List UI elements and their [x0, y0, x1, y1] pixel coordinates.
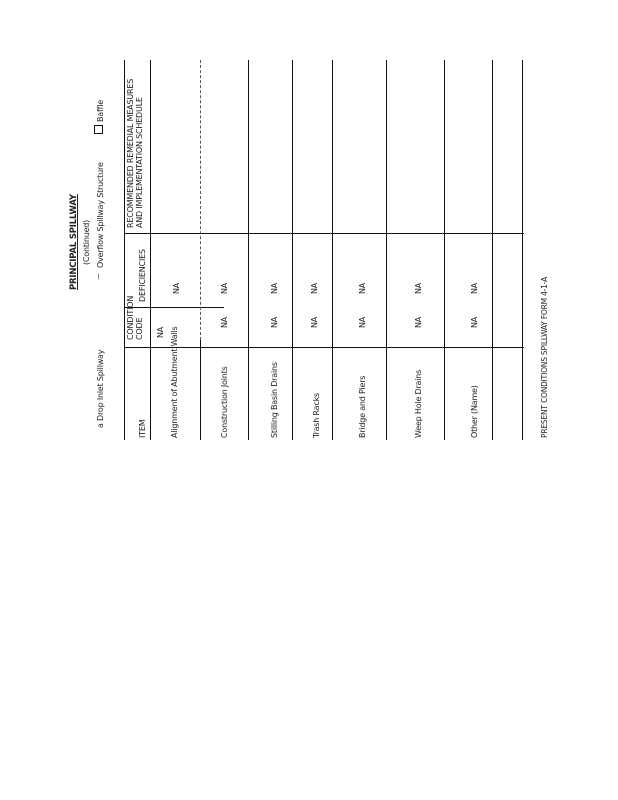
- row-item: Other (Name): [470, 385, 479, 438]
- row-code: NA: [270, 316, 279, 328]
- row-rule-3: [292, 60, 293, 440]
- code-column-rule: [124, 307, 224, 308]
- row-rule-4: [332, 60, 333, 440]
- row-deficiency: NA: [358, 282, 367, 294]
- table-top-rule: [124, 60, 125, 440]
- row-rule-7: [492, 60, 493, 440]
- row-item: Construction Joints: [220, 366, 229, 438]
- header-bottom-rule: [150, 60, 151, 440]
- col-recommendations-header: RECOMMENDED REMEDIAL MEASURES AND IMPLEMENTATION SCHEDULE: [126, 78, 144, 228]
- baffle-checkbox[interactable]: [94, 125, 103, 134]
- table-bottom-rule: [522, 60, 523, 440]
- row-deficiency: NA: [310, 282, 319, 294]
- row-code: NA: [470, 316, 479, 328]
- deficiency-column-rule: [124, 233, 524, 234]
- row-code: NA: [358, 316, 367, 328]
- col-deficiencies-header: DEFICIENCIES: [138, 249, 147, 302]
- row-code: NA: [414, 316, 423, 328]
- col-item-header: ITEM: [138, 419, 147, 438]
- row-deficiency: NA: [470, 282, 479, 294]
- row-deficiency: NA: [220, 282, 229, 294]
- item-column-rule: [124, 347, 524, 348]
- form-subtitle: (Continued): [82, 219, 91, 265]
- row-item: Alignment of Abutment Walls: [170, 326, 179, 438]
- dash-mark-icon: —: [94, 273, 102, 280]
- row-item: Bridge and Piers: [358, 375, 367, 438]
- option-baffle: Baffle: [96, 100, 105, 122]
- rotated-form: [70, 60, 550, 440]
- option-overflow: Overflow Spillway Structure: [96, 162, 105, 268]
- row-rule-1: [200, 340, 201, 440]
- row-code: NA: [220, 316, 229, 328]
- col-condition-code-header: CONDITION CODE: [126, 295, 144, 340]
- row-code: NA: [156, 326, 165, 338]
- row-item: Weep Hole Drains: [414, 369, 423, 438]
- option-drop-inlet: a Drop Inlet Spillway: [96, 349, 105, 428]
- form-title: PRINCIPAL SPILLWAY: [69, 194, 79, 290]
- row-deficiency: NA: [172, 282, 181, 294]
- row-item: Trash Racks: [312, 393, 321, 438]
- row-deficiency: NA: [270, 282, 279, 294]
- form-footer: PRESENT CONDITIONS SPILLWAY FORM 4-1-A: [540, 276, 549, 438]
- row-code: NA: [310, 316, 319, 328]
- row-rule-5: [386, 60, 387, 440]
- row-rule-6: [444, 60, 445, 440]
- row-item: Stilling Basin Drains: [270, 362, 279, 438]
- row-rule-2: [248, 60, 249, 440]
- row-rule-1-dashed: [200, 60, 201, 340]
- row-deficiency: NA: [414, 282, 423, 294]
